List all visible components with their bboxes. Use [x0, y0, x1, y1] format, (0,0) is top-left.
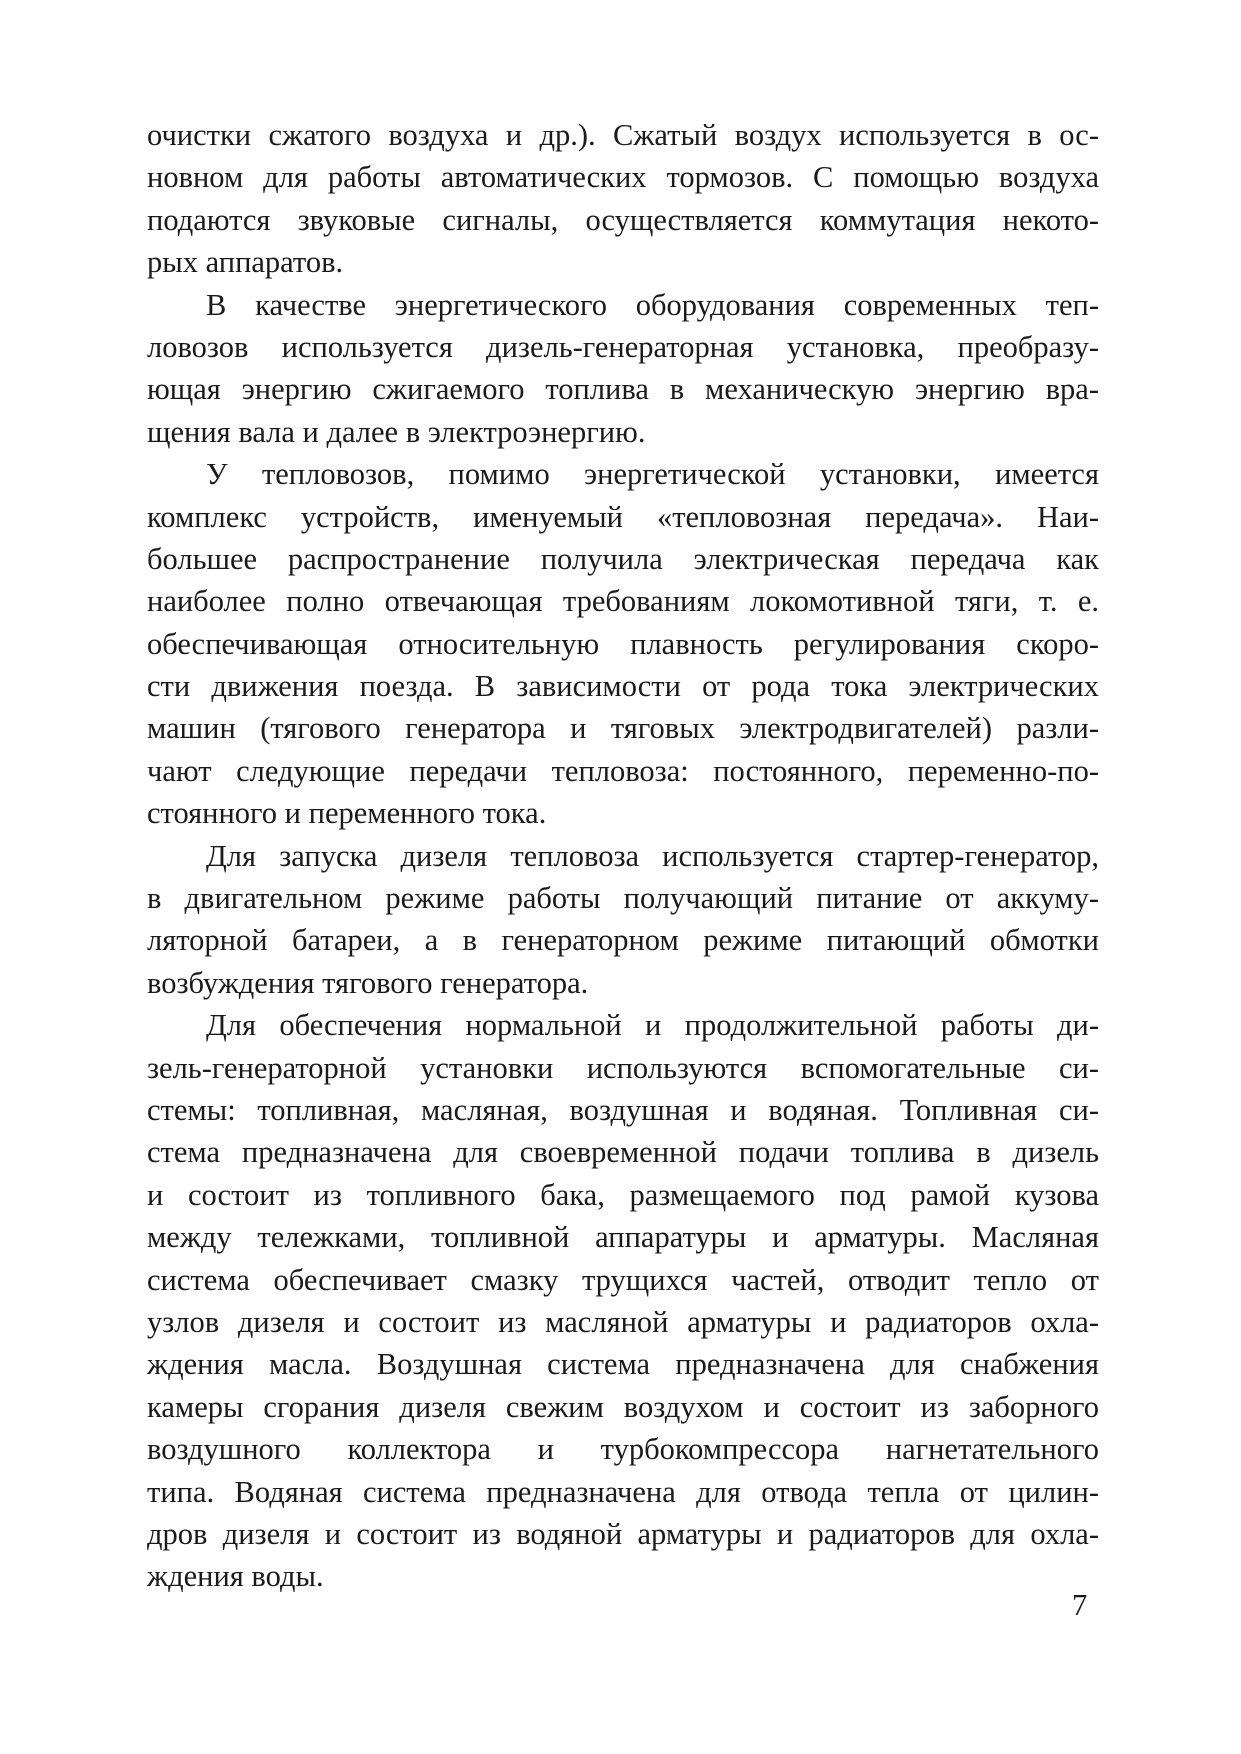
paragraph: [147, 453, 1099, 835]
paragraph: [147, 284, 1099, 454]
text-line: ждения воды.: [147, 1559, 324, 1594]
text-line: в двигательном режиме работы получающий питание от аккуму-: [147, 881, 1099, 916]
text-line: очистки сжатого воздуха и др.). Сжатый воздух используется в ос-: [147, 118, 1099, 152]
text-line: камеры сгорания дизеля свежим воздухом и состоит из заборного: [147, 1389, 1099, 1424]
page-number: 7: [1072, 1588, 1088, 1622]
text-line: машин (тягового генератора и тяговых электродвигателей) разли-: [147, 711, 1099, 746]
paragraph: [147, 114, 1099, 284]
text-line: стема предназначена для своевременной подачи топлива в дизель: [147, 1135, 1099, 1170]
text-line: наиболее полно отвечающая требованиям локомотивной тяги, т. е.: [147, 584, 1099, 619]
paragraph: [147, 835, 1099, 1005]
text-line: подаются звуковые сигналы, осуществляется коммутация некото-: [147, 202, 1099, 237]
text-line: воздушного коллектора и турбокомпрессора нагнетательного: [147, 1432, 1099, 1467]
text-line: ловозов используется дизель-генераторная установка, преобразу-: [147, 329, 1099, 364]
paragraph: [147, 1004, 1099, 1597]
text-line: У тепловозов, помимо энергетической установки, имеется: [206, 457, 1099, 492]
text-line: большее распространение получила электрическая передача как: [147, 541, 1099, 576]
text-line: обеспечивающая относительную плавность регулирования скоро-: [147, 626, 1099, 661]
text-line: Для запуска дизеля тепловоза используется стартер-генератор,: [206, 838, 1099, 873]
body-text: [147, 114, 1099, 1598]
text-line: узлов дизеля и состоит из масляной арматуры и радиаторов охла-: [147, 1304, 1099, 1339]
text-line: возбуждения тягового генератора.: [147, 965, 589, 1000]
text-line: новном для работы автоматических тормозов. С помощью воздуха: [147, 160, 1099, 195]
text-line: между тележками, топливной аппаратуры и арматуры. Масляная: [147, 1220, 1099, 1255]
text-line: и состоит из топливного бака, размещаемого под рамой кузова: [147, 1177, 1099, 1212]
text-line: ляторной батареи, а в генераторном режиме питающий обмотки: [147, 923, 1099, 958]
text-line: стемы: топливная, масляная, воздушная и водяная. Топливная си-: [147, 1092, 1099, 1127]
text-line: ждения масла. Воздушная система предназначена для снабжения: [147, 1347, 1099, 1382]
text-line: ющая энергию сжигаемого топлива в механическую энергию вра-: [147, 372, 1099, 407]
text-line: В качестве энергетического оборудования современных теп-: [206, 287, 1099, 322]
text-line: стоянного и переменного тока.: [147, 796, 547, 831]
text-line: рых аппаратов.: [147, 245, 344, 280]
text-line: зель-генераторной установки используются вспомогательные си-: [147, 1050, 1099, 1085]
text-line: комплекс устройств, именуемый «тепловозная передача». Наи-: [147, 499, 1099, 534]
text-line: система обеспечивает смазку трущихся частей, отводит тепло от: [147, 1262, 1099, 1297]
text-line: типа. Водяная система предназначена для отвода тепла от цилин-: [147, 1474, 1099, 1509]
text-line: чают следующие передачи тепловоза: постоянного, переменно-по-: [147, 753, 1099, 788]
text-line: щения вала и далее в электроэнергию.: [147, 414, 646, 449]
text-line: сти движения поезда. В зависимости от рода тока электрических: [147, 669, 1099, 704]
text-line: дров дизеля и состоит из водяной арматуры и радиаторов для охла-: [147, 1516, 1099, 1551]
text-line: Для обеспечения нормальной и продолжительной работы ди-: [206, 1008, 1099, 1043]
